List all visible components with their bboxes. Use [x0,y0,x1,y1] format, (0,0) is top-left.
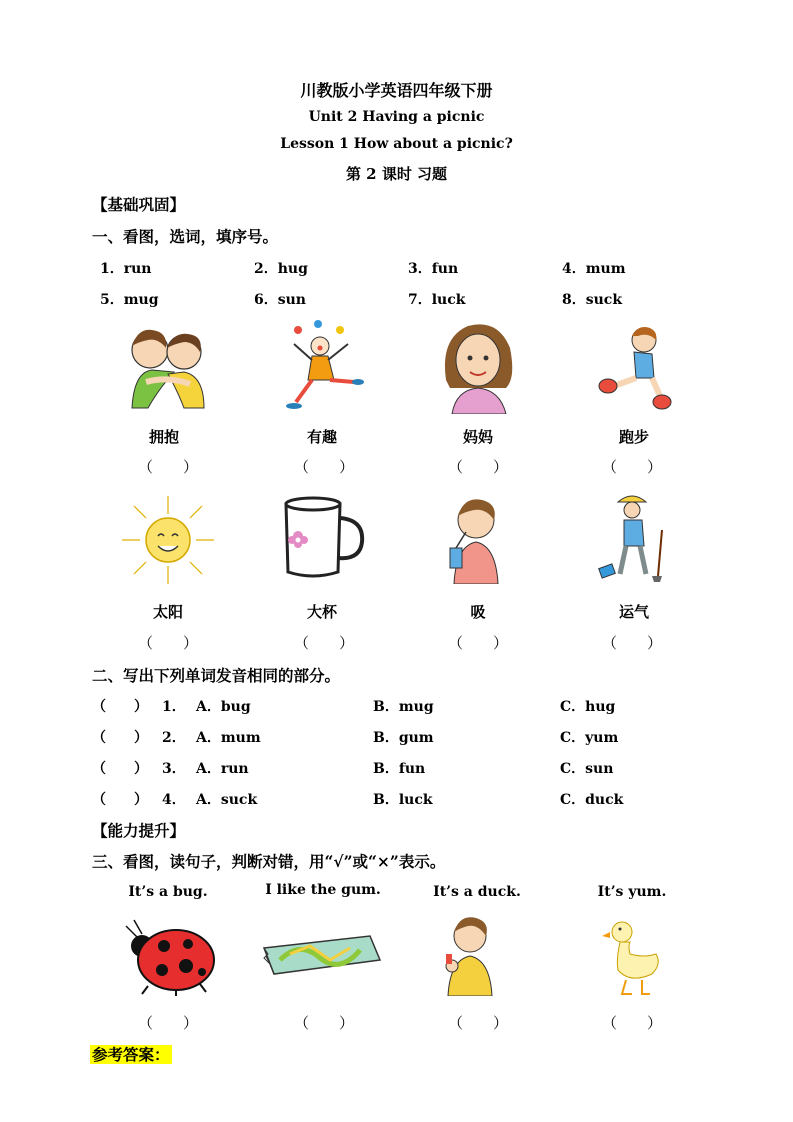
word-item: 1．run [100,261,152,277]
question-blank[interactable]: （ ） [92,761,148,777]
option-c: C．yum [560,730,619,746]
picture-caption: 跑步 [618,428,649,446]
section-ability-heading: 【能力提升】 [92,821,186,840]
picture-caption: 大杯 [306,603,337,621]
run-picture [594,322,680,410]
answer-blank[interactable]: （ ） [601,458,662,476]
option-c: C．duck [560,792,624,808]
gum-picture [260,930,384,980]
sentence: I like the gum. [265,882,381,898]
picture-caption: 吸 [470,603,486,621]
question-number: 2． [162,730,186,746]
sentence: It’s a duck. [433,884,521,900]
answer-blank[interactable]: （ ） [137,634,198,652]
question-blank[interactable]: （ ） [92,730,148,746]
option-b: B．luck [373,792,433,808]
question-number: 3． [162,761,186,777]
picture-caption: 运气 [618,603,649,621]
unit-title: Unit 2 Having a picnic [308,109,485,125]
clown-picture [278,320,368,412]
word-item: 2．hug [254,261,308,277]
mum-picture [438,318,518,414]
answer-blank[interactable]: （ ） [447,634,508,652]
option-a: A．suck [196,792,258,808]
part2-instruction: 二、写出下列单词发音相同的部分。 [92,666,341,685]
answer-blank[interactable]: （ ） [293,634,354,652]
answer-key-text: 参考答案： [92,1045,170,1064]
word-item: 3．fun [408,261,459,277]
answer-blank[interactable]: （ ） [601,1014,662,1032]
picture-caption: 妈妈 [462,428,493,446]
option-b: B．mug [373,699,434,715]
answer-blank[interactable]: （ ） [137,458,198,476]
part1-instruction: 一、看图，选词，填序号。 [92,227,279,246]
boy-eating-picture [438,914,500,996]
option-a: A．bug [196,699,251,715]
word-item: 4．mum [562,261,626,277]
question-blank[interactable]: （ ） [92,792,148,808]
sun-picture [118,492,218,588]
answer-key-label [90,1043,172,1065]
period-title: 第 2 课时 习题 [345,165,448,183]
answer-blank[interactable]: （ ） [293,458,354,476]
lesson-title: Lesson 1 How about a picnic? [280,136,513,152]
option-b: B．fun [373,761,426,777]
sentence: It’s yum. [597,884,667,900]
section-basic-heading: 【基础巩固】 [92,195,186,214]
part3-instruction: 三、看图，读句子，判断对错，用“√”或“×”表示。 [92,852,446,871]
option-b: B．gum [373,730,434,746]
word-item: 7．luck [408,292,466,308]
answer-blank[interactable]: （ ） [137,1014,198,1032]
question-number: 1． [162,699,186,715]
mug-picture [278,496,370,582]
question-blank[interactable]: （ ） [92,699,148,715]
duck-picture [600,914,664,998]
answer-blank[interactable]: （ ） [447,1014,508,1032]
word-item: 5．mug [100,292,159,308]
page-title: 川教版小学英语四年级下册 [300,81,493,100]
picture-caption: 拥抱 [148,428,179,446]
ladybug-picture [120,916,220,996]
hug-picture [118,320,218,410]
question-number: 4． [162,792,186,808]
sentence: It’s a bug. [128,884,208,900]
option-a: A．run [196,761,249,777]
word-item: 8．suck [562,292,623,308]
word-item: 6．sun [254,292,306,308]
answer-blank[interactable]: （ ） [293,1014,354,1032]
option-a: A．mum [196,730,261,746]
answer-blank[interactable]: （ ） [601,634,662,652]
answer-blank[interactable]: （ ） [447,458,508,476]
luck-picture [596,490,680,584]
picture-caption: 太阳 [152,603,183,621]
option-c: C．sun [560,761,614,777]
picture-caption: 有趣 [306,428,337,446]
suck-picture [440,494,506,584]
option-c: C．hug [560,699,616,715]
